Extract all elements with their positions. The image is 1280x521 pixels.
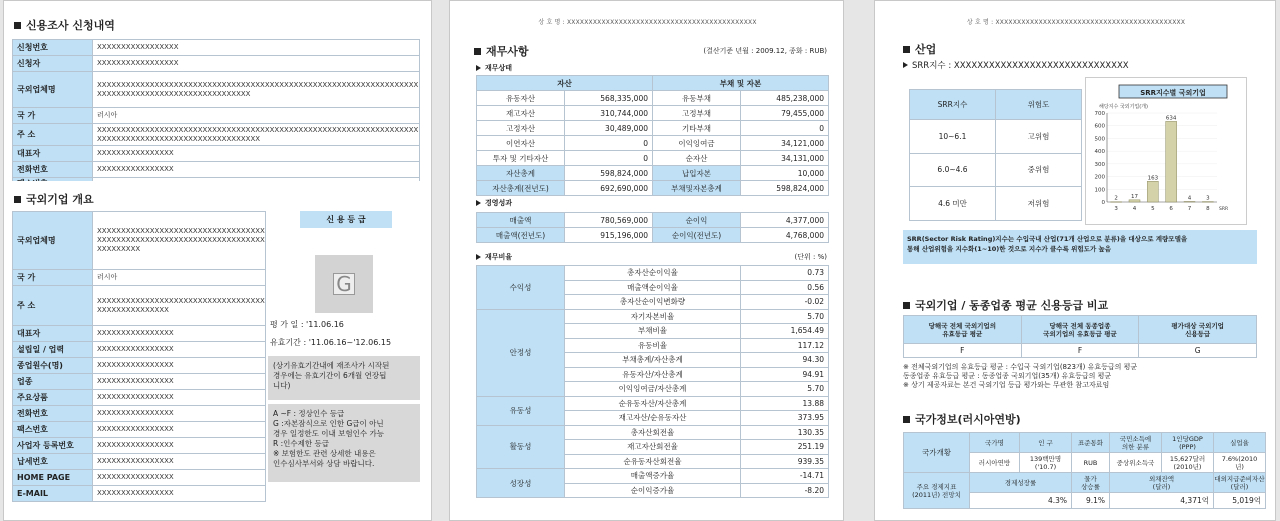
field-label: 주 소 bbox=[13, 124, 93, 146]
company-header: 상 호 명 : XXXXXXXXXXXXXXXXXXXXXXXXXXXXXXXXXXXXXXXXXXXX bbox=[538, 19, 757, 26]
item-label: 순이익(전년도) bbox=[653, 228, 741, 243]
ratio-group: 활동성 bbox=[477, 425, 565, 469]
column-header: 당해국 전체 동종업종 국외기업의 유효등급 평균 bbox=[1021, 316, 1139, 344]
table-row bbox=[13, 406, 266, 422]
item-label: 기타부채 bbox=[653, 121, 741, 136]
y-tick-label: 600 bbox=[1094, 123, 1105, 130]
table-row bbox=[13, 470, 266, 486]
table-row bbox=[13, 146, 420, 162]
item-label: 고정부채 bbox=[653, 106, 741, 121]
table-row bbox=[477, 121, 829, 136]
field-label: 대표자 bbox=[13, 146, 93, 162]
ratio-label: 유동자산/자산총계 bbox=[565, 367, 741, 382]
field-value: XXXXXXXXXXXXXXXXXXXXXXXXXXXXXXXXXXXXXXXXXXXXXXXXXXXXXXXXXXXXXXXXXXXXXXXXXXXXXXX bbox=[93, 212, 266, 270]
table-cell: 5,019억 bbox=[1214, 493, 1266, 509]
table-row bbox=[910, 120, 1082, 154]
table-row bbox=[477, 213, 829, 228]
asset-header: 자산 bbox=[477, 76, 653, 91]
column-header: 평가대상 국외기업 신용등급 bbox=[1139, 316, 1257, 344]
item-label: 고정자산 bbox=[477, 121, 565, 136]
overview-table bbox=[12, 211, 266, 502]
table-row bbox=[13, 270, 266, 286]
column-header: 대외지급준비자산 (달러) bbox=[1214, 474, 1265, 491]
ratio-value: 0.73 bbox=[741, 266, 829, 281]
table-cell: 4,371억 bbox=[1110, 493, 1214, 509]
bar-3 bbox=[1111, 202, 1122, 203]
table-row bbox=[13, 72, 420, 108]
ratio-label: 유동비율 bbox=[565, 338, 741, 353]
field-value: XXXXXXXXXXXXXXXX bbox=[93, 454, 266, 470]
field-value: 러시아 bbox=[93, 108, 420, 124]
field-value: XXXXXXXXXXXXXXXX bbox=[93, 470, 266, 486]
performance-table bbox=[476, 212, 829, 243]
table-cell: 중상위소득국 bbox=[1110, 453, 1162, 473]
item-label: 매출액 bbox=[477, 213, 565, 228]
field-label: 팩스번호 bbox=[13, 422, 93, 438]
field-value: XXXXXXXXXXXXXXXXX bbox=[93, 56, 420, 72]
srr-note: SRR(Sector Risk Rating)지수는 수입국내 산업(71개 산업으로 분류)을 대상으로 계량모델을 통해 산업위험을 지수화(1~10)한 것으로 지수가 클수록 위험도가 높음 bbox=[903, 230, 1257, 264]
ratio-label: 부채비율 bbox=[565, 324, 741, 339]
ratio-unit: (단위 : %) bbox=[794, 253, 827, 261]
ratio-group: 안정성 bbox=[477, 309, 565, 396]
field-value: XXXXXXXXXXXXXXXX bbox=[93, 374, 266, 390]
bar-8 bbox=[1202, 202, 1213, 203]
finance-section-title: 재무사항 bbox=[474, 43, 529, 59]
field-label: HOME PAGE bbox=[13, 470, 93, 486]
item-label: 순자산 bbox=[653, 151, 741, 166]
ratio-label: 총자산순이익변화량 bbox=[565, 295, 741, 310]
grade-legend: A ~F : 정상인수 등급 G :자본잠식으로 인한 G급이 아닌 경우 일정한도 이내 보험인수 가능 R :인수제한 등급 ※ 보험한도 관련 상세한 내용은 인수심사부서와 상담 바랍니다. bbox=[268, 404, 420, 482]
y-tick-label: 500 bbox=[1094, 136, 1105, 143]
table-cell: 4.6 미만 bbox=[910, 187, 996, 221]
field-label: 납세번호 bbox=[13, 454, 93, 470]
item-label: 투자 및 기타자산 bbox=[477, 151, 565, 166]
grade-note: (상기유효기간내에 재조사가 시작된 경우에는 유효기간이 6개월 연장됩 니다) bbox=[268, 356, 420, 400]
table-cell: 러시아연방 bbox=[970, 453, 1020, 473]
ratio-group: 유동성 bbox=[477, 396, 565, 425]
ratio-value: 939.35 bbox=[741, 454, 829, 469]
item-value: 0 bbox=[565, 151, 653, 166]
item-label: 이익잉여금 bbox=[653, 136, 741, 151]
field-value: XXXXXXXXXXXXXXXX bbox=[93, 162, 420, 178]
field-label: 종업원수(명) bbox=[13, 358, 93, 374]
ratio-label: 총자산회전율 bbox=[565, 425, 741, 440]
srr-table bbox=[909, 89, 1082, 221]
square-bullet-icon bbox=[474, 48, 481, 55]
table-cell: 9.1% bbox=[1072, 493, 1110, 509]
settlement-basis: (결산기준 년월 : 2009.12, 종화 : RUB) bbox=[703, 47, 827, 55]
item-value: 0 bbox=[565, 136, 653, 151]
field-value: XXXXXXXXXXXXXXXX bbox=[93, 486, 266, 502]
item-value: 598,824,000 bbox=[565, 166, 653, 181]
row-label: 주요 경제지표 (2011년) 전망치 bbox=[904, 473, 970, 509]
field-label: 사업자 등록번호 bbox=[13, 438, 93, 454]
field-label: 전화번호 bbox=[13, 406, 93, 422]
table-cell: 15,627달러 (2010년) bbox=[1162, 453, 1214, 473]
item-label: 유동부채 bbox=[653, 91, 741, 106]
triangle-bullet-icon bbox=[476, 65, 481, 71]
field-value: XXXXXXXXXXXXXXXX bbox=[93, 326, 266, 342]
data-label-5: 163 bbox=[1147, 175, 1159, 182]
item-value: 4,377,000 bbox=[741, 213, 829, 228]
column-header: 당해국 전체 국외기업의 유효등급 평균 bbox=[904, 316, 1022, 344]
bar-6 bbox=[1166, 121, 1177, 202]
table-row bbox=[477, 106, 829, 121]
table-row bbox=[477, 425, 829, 440]
country-table bbox=[903, 432, 1266, 509]
request-section-title: 신용조사 신청내역 bbox=[14, 17, 115, 33]
item-value: 4,768,000 bbox=[741, 228, 829, 243]
table-row bbox=[13, 390, 266, 406]
ratio-label: 매출액순이익율 bbox=[565, 280, 741, 295]
table-row bbox=[13, 342, 266, 358]
table-cell: RUB bbox=[1072, 453, 1110, 473]
performance-subtitle: 경영성과 bbox=[476, 198, 512, 208]
table-row bbox=[904, 344, 1257, 358]
table-row bbox=[13, 454, 266, 470]
table-row bbox=[13, 438, 266, 454]
item-value: 10,000 bbox=[741, 166, 829, 181]
item-label: 매출액(전년도) bbox=[477, 228, 565, 243]
column-header: 경제성장률 bbox=[970, 473, 1072, 493]
y-tick-label: 0 bbox=[1101, 200, 1105, 206]
table-cell: F bbox=[1021, 344, 1139, 358]
table-row bbox=[13, 286, 266, 326]
field-label: 신청자 bbox=[13, 56, 93, 72]
ratio-value: 0.56 bbox=[741, 280, 829, 295]
ratio-group: 성장성 bbox=[477, 469, 565, 498]
status-subtitle: 재무상태 bbox=[476, 63, 512, 73]
field-value: XXXXXXXXXXXXXXXX bbox=[93, 406, 266, 422]
item-value: 0 bbox=[741, 121, 829, 136]
srr-chart bbox=[1085, 77, 1247, 225]
field-value: XXXXXXXXXXXXXXXXXXXXXXXXXXXXXXXXXXXXXXXXXXXXXXXXXX bbox=[93, 286, 266, 326]
square-bullet-icon bbox=[14, 196, 21, 203]
y-tick-label: 300 bbox=[1094, 161, 1105, 168]
table-row bbox=[477, 469, 829, 484]
table-cell: 중위험 bbox=[996, 153, 1082, 187]
ratio-label: 순유동자산회전율 bbox=[565, 454, 741, 469]
ratio-value: -14.71 bbox=[741, 469, 829, 484]
ratio-label: 부채총계/자산총계 bbox=[565, 353, 741, 368]
ratio-label: 매출액증가율 bbox=[565, 469, 741, 484]
item-label: 자산총계(전년도) bbox=[477, 181, 565, 196]
field-value: XXXXXXXXXXXXXXXXXXXXXXXXXXXXXXXXXXXXXXXXXXXXXXXXXXXXXXXXXXXXXXXXXXXXXXXXXXXXXXXXXXXXXXXXXXXXXXXXXXXXX bbox=[93, 124, 420, 146]
ratio-value: 94.30 bbox=[741, 353, 829, 368]
ratio-value: -8.20 bbox=[741, 483, 829, 498]
y-tick-label: 200 bbox=[1094, 174, 1105, 181]
table-header-row bbox=[910, 90, 1082, 120]
compare-note: ※ 전체국외기업의 유효등급 평균 : 수입국 국외기업(823개) 유효등급의 평균 동종업종 유효등급 평균 : 동종업종 국외기업(35개) 유효등급의 평균 ※ 상기 제공자료는 본건 국외기업 등급 평가와는 무관한 참고자료임 bbox=[903, 363, 1138, 389]
square-bullet-icon bbox=[903, 46, 910, 53]
table-row bbox=[904, 433, 1266, 453]
ratio-label: 총자산순이익율 bbox=[565, 266, 741, 281]
field-label: 국 가 bbox=[13, 108, 93, 124]
ratio-label: 이익잉여금/자산총계 bbox=[565, 382, 741, 397]
ratio-subtitle: 재무비율 bbox=[476, 252, 512, 262]
industry-section-title: 산업 bbox=[903, 41, 936, 57]
y-tick-label: 100 bbox=[1094, 187, 1105, 194]
table-row bbox=[13, 374, 266, 390]
field-value: 러시아 bbox=[93, 270, 266, 286]
data-label-4: 17 bbox=[1131, 193, 1138, 200]
bar-5 bbox=[1147, 181, 1158, 202]
field-value: XXXXXXXXXXXXXXXX bbox=[93, 146, 420, 162]
bar-7 bbox=[1184, 201, 1195, 202]
item-value: 485,238,000 bbox=[741, 91, 829, 106]
status-table bbox=[476, 75, 829, 196]
column-header: SRR지수 bbox=[910, 90, 996, 120]
table-cell: 4.3% bbox=[970, 493, 1072, 509]
item-value: 915,196,000 bbox=[565, 228, 653, 243]
item-value: 30,489,000 bbox=[565, 121, 653, 136]
ratio-table bbox=[476, 265, 829, 498]
ratio-value: 5.70 bbox=[741, 309, 829, 324]
request-table bbox=[12, 39, 420, 190]
ratio-value: -0.02 bbox=[741, 295, 829, 310]
column-header: 인 구 bbox=[1020, 433, 1072, 453]
field-value: XXXXXXXXXXXXXXXX bbox=[93, 390, 266, 406]
table-row bbox=[477, 309, 829, 324]
column-header: 위험도 bbox=[996, 90, 1082, 120]
ratio-label: 순이익증가율 bbox=[565, 483, 741, 498]
data-label-6: 634 bbox=[1165, 115, 1177, 122]
row-label: 국가개황 bbox=[904, 433, 970, 473]
table-cell: 139백만명 ('10.7) bbox=[1020, 453, 1072, 473]
item-label: 부채및자본총계 bbox=[653, 181, 741, 196]
table-header-row bbox=[904, 316, 1257, 344]
field-value: XXXXXXXXXXXXXXXX bbox=[93, 342, 266, 358]
table-row bbox=[13, 326, 266, 342]
table-row bbox=[910, 153, 1082, 187]
table-row bbox=[477, 181, 829, 196]
table-row bbox=[13, 108, 420, 124]
report-page-3 bbox=[874, 0, 1276, 521]
ratio-value: 94.91 bbox=[741, 367, 829, 382]
item-value: 692,690,000 bbox=[565, 181, 653, 196]
ratio-value: 1,654.49 bbox=[741, 324, 829, 339]
item-label: 순이익 bbox=[653, 213, 741, 228]
data-label-7: 4 bbox=[1187, 195, 1192, 202]
table-row bbox=[477, 91, 829, 106]
grade-letter: G bbox=[333, 273, 355, 295]
field-label: 업종 bbox=[13, 374, 93, 390]
table-cell: F bbox=[904, 344, 1022, 358]
square-bullet-icon bbox=[14, 22, 21, 29]
valid-period: 유효기간 : '11.06.16~'12.06.15 bbox=[270, 338, 392, 347]
grade-header: 신 용 등 급 bbox=[300, 211, 392, 228]
item-value: 310,744,000 bbox=[565, 106, 653, 121]
liability-header: 부채 및 자본 bbox=[653, 76, 829, 91]
ratio-label: 순유동자산/자산총계 bbox=[565, 396, 741, 411]
y-tick-label: 700 bbox=[1094, 111, 1105, 117]
item-value: 79,455,000 bbox=[741, 106, 829, 121]
square-bullet-icon bbox=[903, 302, 910, 309]
ratio-value: 117.12 bbox=[741, 338, 829, 353]
ratio-value: 251.19 bbox=[741, 440, 829, 455]
y-tick-label: 400 bbox=[1094, 149, 1105, 156]
table-row bbox=[13, 124, 420, 146]
field-label: 국외업체명 bbox=[13, 72, 93, 108]
item-label: 납입자본 bbox=[653, 166, 741, 181]
ratio-label: 재고자산회전율 bbox=[565, 440, 741, 455]
compare-section-title: 국외기업 / 동종업종 평균 신용등급 비교 bbox=[903, 297, 1108, 313]
item-value: 34,131,000 bbox=[741, 151, 829, 166]
table-cell: 10~6.1 bbox=[910, 120, 996, 154]
x-tick-label: 6 bbox=[1169, 206, 1173, 212]
table-row bbox=[13, 40, 420, 56]
ratio-value: 373.95 bbox=[741, 411, 829, 426]
item-label: 재고자산 bbox=[477, 106, 565, 121]
ratio-value: 13.88 bbox=[741, 396, 829, 411]
square-bullet-icon bbox=[903, 416, 910, 423]
field-label: 국외업체명 bbox=[13, 212, 93, 270]
column-header: 물가 상승률 bbox=[1072, 473, 1110, 493]
x-tick-label: 7 bbox=[1187, 206, 1192, 212]
x-axis-label: SRR bbox=[1219, 207, 1229, 212]
chart-title: SRR지수별 국외기업 bbox=[1140, 89, 1206, 97]
srr-bar-chart-svg bbox=[1085, 77, 1247, 225]
item-label: 유동자산 bbox=[477, 91, 565, 106]
table-row bbox=[13, 486, 266, 502]
triangle-bullet-icon bbox=[903, 62, 908, 68]
report-page-1 bbox=[3, 0, 432, 521]
field-label: E-MAIL bbox=[13, 486, 93, 502]
field-value: XXXXXXXXXXXXXXXX bbox=[93, 422, 266, 438]
bar-4 bbox=[1129, 200, 1140, 202]
field-label: 전화번호 bbox=[13, 162, 93, 178]
data-label-8: 3 bbox=[1206, 195, 1210, 202]
field-value: XXXXXXXXXXXXXXXXX bbox=[93, 40, 420, 56]
table-row bbox=[904, 473, 1266, 493]
table-row bbox=[477, 151, 829, 166]
ratio-label: 자기자본비율 bbox=[565, 309, 741, 324]
table-row bbox=[13, 358, 266, 374]
column-header: 실업율 bbox=[1214, 433, 1266, 453]
ratio-group: 수익성 bbox=[477, 266, 565, 310]
column-header: 국가명 bbox=[970, 433, 1020, 453]
ratio-label: 재고자산/순유동자산 bbox=[565, 411, 741, 426]
table-cell: 고위험 bbox=[996, 120, 1082, 154]
column-header: 표준통화 bbox=[1072, 433, 1110, 453]
report-page-2 bbox=[449, 0, 844, 521]
company-header: 상 호 명 : XXXXXXXXXXXXXXXXXXXXXXXXXXXXXXXXXXXXXXXXXXXX bbox=[966, 19, 1186, 26]
x-tick-label: 4 bbox=[1132, 206, 1137, 212]
ratio-value: 130.35 bbox=[741, 425, 829, 440]
field-label: 대표자 bbox=[13, 326, 93, 342]
data-label-3: 2 bbox=[1114, 195, 1118, 202]
field-label: 신청번호 bbox=[13, 40, 93, 56]
table-row bbox=[477, 136, 829, 151]
table-row bbox=[13, 56, 420, 72]
field-label: 주요상품 bbox=[13, 390, 93, 406]
x-tick-label: 8 bbox=[1206, 206, 1210, 212]
srr-index-line: SRR지수 : XXXXXXXXXXXXXXXXXXXXXXXXXXXXXX bbox=[903, 59, 1129, 71]
x-tick-label: 3 bbox=[1114, 206, 1118, 212]
triangle-bullet-icon bbox=[476, 200, 481, 206]
item-value: 780,569,000 bbox=[565, 213, 653, 228]
item-value: 598,824,000 bbox=[741, 181, 829, 196]
table-cell: 6.0~4.6 bbox=[910, 153, 996, 187]
column-header: 외채잔액 (달러) bbox=[1110, 473, 1214, 493]
overview-section-title: 국외기업 개요 bbox=[14, 191, 94, 207]
y-axis-label: 해당지수 국외기업(개) bbox=[1099, 104, 1148, 110]
triangle-bullet-icon bbox=[476, 254, 481, 260]
field-value: XXXXXXXXXXXXXXXX bbox=[93, 358, 266, 374]
column-header: 국민소득에 의한 분류 bbox=[1110, 433, 1162, 453]
table-row bbox=[13, 212, 266, 270]
table-row bbox=[477, 166, 829, 181]
compare-table bbox=[903, 315, 1257, 358]
column-header: 1인당GDP (PPP) bbox=[1162, 433, 1214, 453]
field-label: 국 가 bbox=[13, 270, 93, 286]
table-row bbox=[477, 228, 829, 243]
field-value: XXXXXXXXXXXXXXXXXXXXXXXXXXXXXXXXXXXXXXXXXXXXXXXXXXXXXXXXXXXXXXXXXXXXXXXXXXXXXXXXXXXXXXXXXXXXXXXXXXX bbox=[93, 72, 420, 108]
grade-stamp bbox=[315, 255, 373, 313]
field-label: 설립일 / 업력 bbox=[13, 342, 93, 358]
item-value: 568,335,000 bbox=[565, 91, 653, 106]
eval-date: 평 가 일 : '11.06.16 bbox=[270, 320, 344, 329]
table-row bbox=[477, 266, 829, 281]
country-section-title: 국가정보(러시아연방) bbox=[903, 411, 1021, 427]
field-label: 주 소 bbox=[13, 286, 93, 326]
table-cell: G bbox=[1139, 344, 1257, 358]
item-label: 자산총계 bbox=[477, 166, 565, 181]
table-row bbox=[13, 162, 420, 178]
field-value: XXXXXXXXXXXXXXXX bbox=[93, 438, 266, 454]
item-label: 이연자산 bbox=[477, 136, 565, 151]
table-cell: 7.6%(2010 년) bbox=[1214, 453, 1266, 473]
table-cell: 저위험 bbox=[996, 187, 1082, 221]
table-row bbox=[910, 187, 1082, 221]
item-value: 34,121,000 bbox=[741, 136, 829, 151]
table-row bbox=[13, 422, 266, 438]
ratio-value: 5.70 bbox=[741, 382, 829, 397]
x-tick-label: 5 bbox=[1151, 206, 1155, 212]
table-row bbox=[477, 396, 829, 411]
